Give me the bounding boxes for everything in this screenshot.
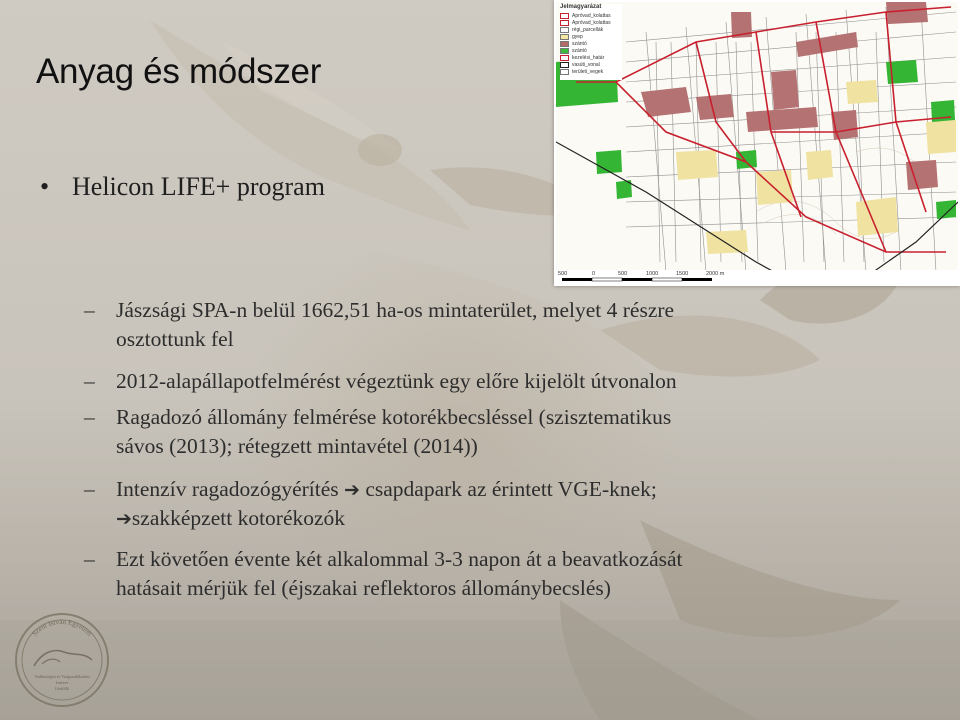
item-text-line2: ➔szakképzett kotorékozók (116, 506, 346, 530)
item-text-line1: Intenzív ragadozógyérítés ➔ csapdapark az érintett VGE-knek; (116, 477, 657, 501)
logo-text: Vadbiológiai és Vadgazdálkodási (34, 674, 90, 679)
main-bullet-text: Helicon LIFE+ program (72, 172, 325, 201)
item-text-line2: sávos (2013); rétegzett mintavétel (2014)) (116, 434, 478, 458)
svg-text:Szent István Egyetem: Szent István Egyetem (30, 617, 94, 638)
logo-text: Gödöllő (54, 686, 70, 691)
legend-title: Jelmagyarázat (560, 4, 602, 10)
item-text-line1: Ragadozó állomány felmérése kotorékbecsléssel (szisztematikus (116, 405, 672, 429)
logo-text: Intézet (56, 680, 68, 685)
map-legend (560, 4, 622, 80)
institute-seal-logo (14, 612, 110, 708)
scale-label: 1500 (676, 271, 689, 277)
item-text-line2: osztottunk fel (116, 327, 234, 351)
study-area-map (554, 0, 960, 286)
legend-item: szántó (560, 47, 622, 54)
legend-item: területi_vegek (560, 68, 622, 75)
dash-marker: – (84, 369, 95, 393)
legend-item: gyep (560, 33, 622, 40)
arrow-icon: ➔ (116, 508, 132, 530)
dash-marker: – (84, 477, 95, 501)
legend-item: vasúti_vonal (560, 61, 622, 68)
scale-label: 2000 m (706, 271, 725, 277)
dash-marker: – (84, 298, 95, 322)
slide-title: Anyag és módszer (36, 52, 322, 91)
legend-item: Apróvad_kolattas (560, 19, 622, 26)
dash-marker: – (84, 405, 95, 429)
item-text-line1: Ezt követően évente két alkalommal 3-3 napon át a beavatkozását (116, 547, 683, 571)
scale-label: 500 (618, 271, 628, 277)
map-scale-bar (556, 270, 958, 284)
legend-item: szántó (560, 40, 622, 47)
scale-label: 0 (592, 271, 596, 277)
item-text-line1: Jászsági SPA-n belül 1662,51 ha-os mintaterület, melyet 4 részre (116, 298, 675, 322)
scale-label: 1000 (646, 271, 659, 277)
item-text-line2: hatásait mérjük fel (éjszakai reflektoros állománybecslés) (116, 576, 611, 600)
legend-item: régi_parcellák (560, 26, 622, 33)
dash-marker: – (84, 547, 95, 571)
legend-item: kezelési_határ (560, 54, 622, 61)
legend-item: Apróvad_kolattas (560, 12, 622, 19)
item-text-line1: 2012-alapállapotfelmérést végeztünk egy előre kijelölt útvonalon (116, 369, 677, 393)
scale-label: 500 (558, 271, 568, 277)
bullet-dot: • (40, 172, 50, 201)
arrow-icon: ➔ (344, 479, 360, 501)
